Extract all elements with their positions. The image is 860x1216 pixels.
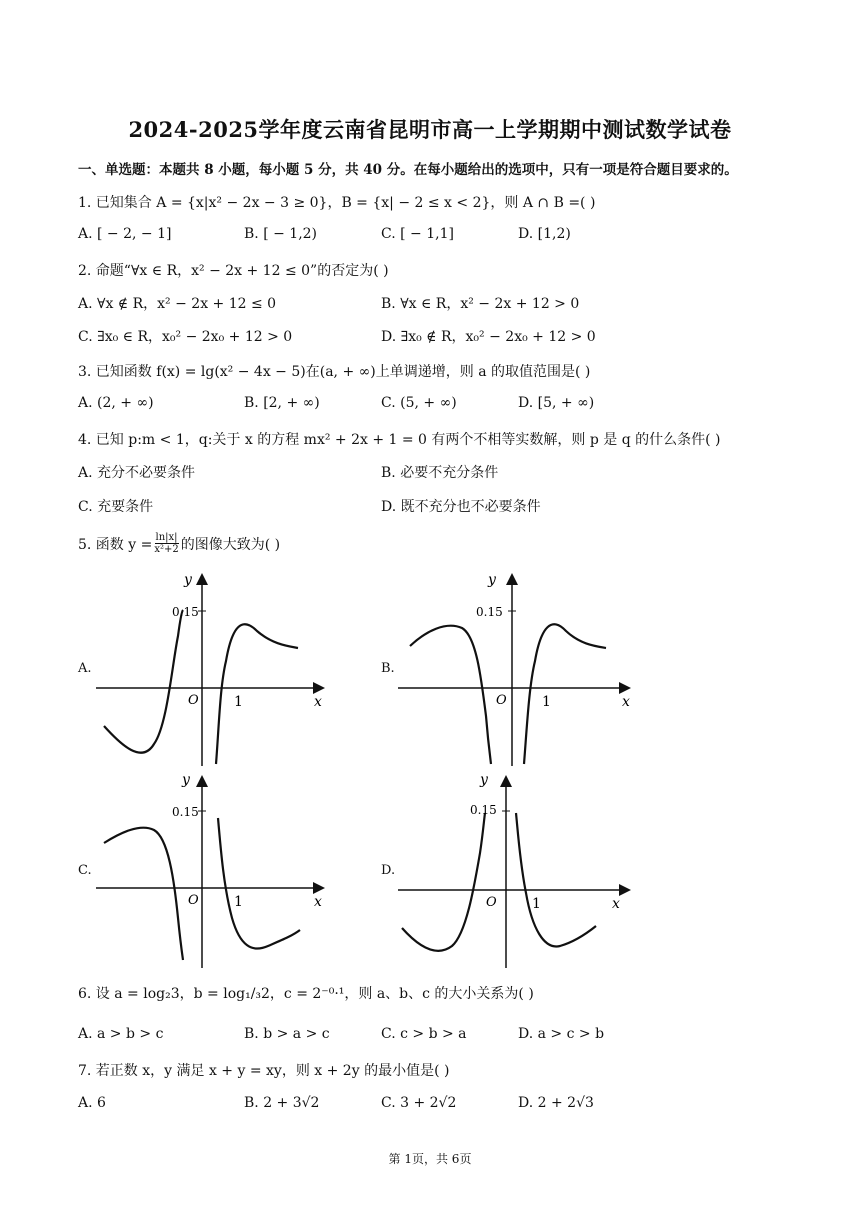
curve-left xyxy=(402,813,485,951)
y-axis-label: y xyxy=(488,572,496,588)
question-6-stem: 6. 设 a = log₂3，b = log₁/₃2，c = 2⁻⁰·¹，则 a、b、c 的大小关系为( ) xyxy=(78,986,534,1002)
origin-label: O xyxy=(188,893,199,908)
q5-graph-d xyxy=(396,768,636,973)
section-heading: 一、单选题：本题共 8 小题，每小题 5 分，共 40 分。在每小题给出的选项中，只有一项是符合题目要求的。 xyxy=(78,162,738,178)
x-tick-label: 1 xyxy=(542,694,551,710)
q2-option-d: D. ∃x₀ ∉ R，x₀² − 2x₀ + 12 > 0 xyxy=(381,329,596,345)
curve-right xyxy=(218,818,300,949)
y-tick-label: 0.15 xyxy=(172,605,199,619)
q4-option-d: D. 既不充分也不必要条件 xyxy=(381,499,541,515)
q3-option-a: A. (2, + ∞) xyxy=(78,395,154,411)
q6-option-b: B. b > a > c xyxy=(244,1026,330,1042)
question-2-stem: 2. 命题“∀x ∈ R，x² − 2x + 12 ≤ 0”的否定为( ) xyxy=(78,263,389,279)
q2-option-a: A. ∀x ∉ R，x² − 2x + 12 ≤ 0 xyxy=(78,296,277,312)
q2-option-b: B. ∀x ∈ R，x² − 2x + 12 > 0 xyxy=(381,296,580,312)
q5-graph-label-d: D. xyxy=(381,863,396,878)
curve-left xyxy=(104,610,183,753)
origin-label: O xyxy=(486,895,497,910)
y-axis-label: y xyxy=(480,772,488,788)
q4-option-b: B. 必要不充分条件 xyxy=(381,465,499,481)
q5-graph-label-a: A. xyxy=(78,661,92,676)
q3-option-b: B. [2, + ∞) xyxy=(244,395,320,411)
question-5-stem xyxy=(78,532,280,555)
x-tick-label: 1 xyxy=(234,894,243,910)
q1-option-a: A. [ − 2, − 1] xyxy=(78,226,172,242)
question-4-stem: 4. 已知 p:m < 1，q:关于 x 的方程 mx² + 2x + 1 = 0 有两个不相等实数解，则 p 是 q 的什么条件( ) xyxy=(78,432,721,448)
q4-option-c: C. 充要条件 xyxy=(78,499,154,515)
q7-option-b: B. 2 + 3√2 xyxy=(244,1095,320,1111)
x-axis-label: x xyxy=(622,694,630,710)
x-axis-label: x xyxy=(314,894,322,910)
q5-fraction-denominator: x²+2 xyxy=(154,544,179,555)
q4-option-a: A. 充分不必要条件 xyxy=(78,465,196,481)
q3-option-d: D. [5, + ∞) xyxy=(518,395,595,411)
q5-graph-b xyxy=(396,566,636,771)
q1-option-c: C. [ − 1,1] xyxy=(381,226,454,242)
question-3-stem: 3. 已知函数 f(x) = lg(x² − 4x − 5)在(a, + ∞)上单调递增，则 a 的取值范围是( ) xyxy=(78,364,591,380)
q5-stem-suffix: 的图像大致为( ) xyxy=(180,536,281,553)
curve-right xyxy=(216,624,298,764)
q5-graph-label-c: C. xyxy=(78,863,92,878)
x-tick-label: 1 xyxy=(532,896,541,912)
q5-graph-a xyxy=(92,566,332,771)
page-footer: 第 1页，共 6页 xyxy=(388,1152,472,1166)
y-axis-label: y xyxy=(182,772,190,788)
q6-option-a: A. a > b > c xyxy=(78,1026,164,1042)
q1-option-b: B. [ − 1,2) xyxy=(244,226,318,242)
q5-fraction-numerator: ln|x| xyxy=(155,532,178,543)
y-tick-label: 0.15 xyxy=(476,605,503,619)
q5-graph-label-b: B. xyxy=(381,661,395,676)
question-1-stem: 1. 已知集合 A = {x|x² − 2x − 3 ≥ 0}，B = {x| − 2 ≤ x < 2}，则 A ∩ B =( ) xyxy=(78,195,596,211)
q1-option-d: D. [1,2) xyxy=(518,226,571,242)
q5-fraction xyxy=(154,532,178,555)
q7-option-d: D. 2 + 2√3 xyxy=(518,1095,594,1111)
q6-option-d: D. a > c > b xyxy=(518,1026,605,1042)
q2-option-c: C. ∃x₀ ∈ R，x₀² − 2x₀ + 12 > 0 xyxy=(78,329,293,345)
q5-stem-prefix: 5. 函数 y = xyxy=(78,536,153,553)
q5-graph-c xyxy=(92,768,332,973)
x-axis-label: x xyxy=(314,694,322,710)
question-7-stem: 7. 若正数 x，y 满足 x + y = xy，则 x + 2y 的最小值是( ) xyxy=(78,1063,450,1079)
x-tick-label: 1 xyxy=(234,694,243,710)
y-axis-label: y xyxy=(184,572,192,588)
origin-label: O xyxy=(188,693,199,708)
q3-option-c: C. (5, + ∞) xyxy=(381,395,457,411)
curve-right xyxy=(524,624,606,764)
page-title: 2024-2025学年度云南省昆明市高一上学期期中测试数学试卷 xyxy=(128,117,732,142)
x-axis-label: x xyxy=(612,896,620,912)
curve-left xyxy=(410,626,491,764)
y-tick-label: 0.15 xyxy=(172,805,199,819)
y-tick-label: 0.15 xyxy=(470,803,497,817)
q7-option-c: C. 3 + 2√2 xyxy=(381,1095,457,1111)
curve-right xyxy=(516,813,596,946)
origin-label: O xyxy=(496,693,507,708)
q7-option-a: A. 6 xyxy=(78,1095,106,1111)
q6-option-c: C. c > b > a xyxy=(381,1026,467,1042)
curve-left xyxy=(104,828,183,960)
